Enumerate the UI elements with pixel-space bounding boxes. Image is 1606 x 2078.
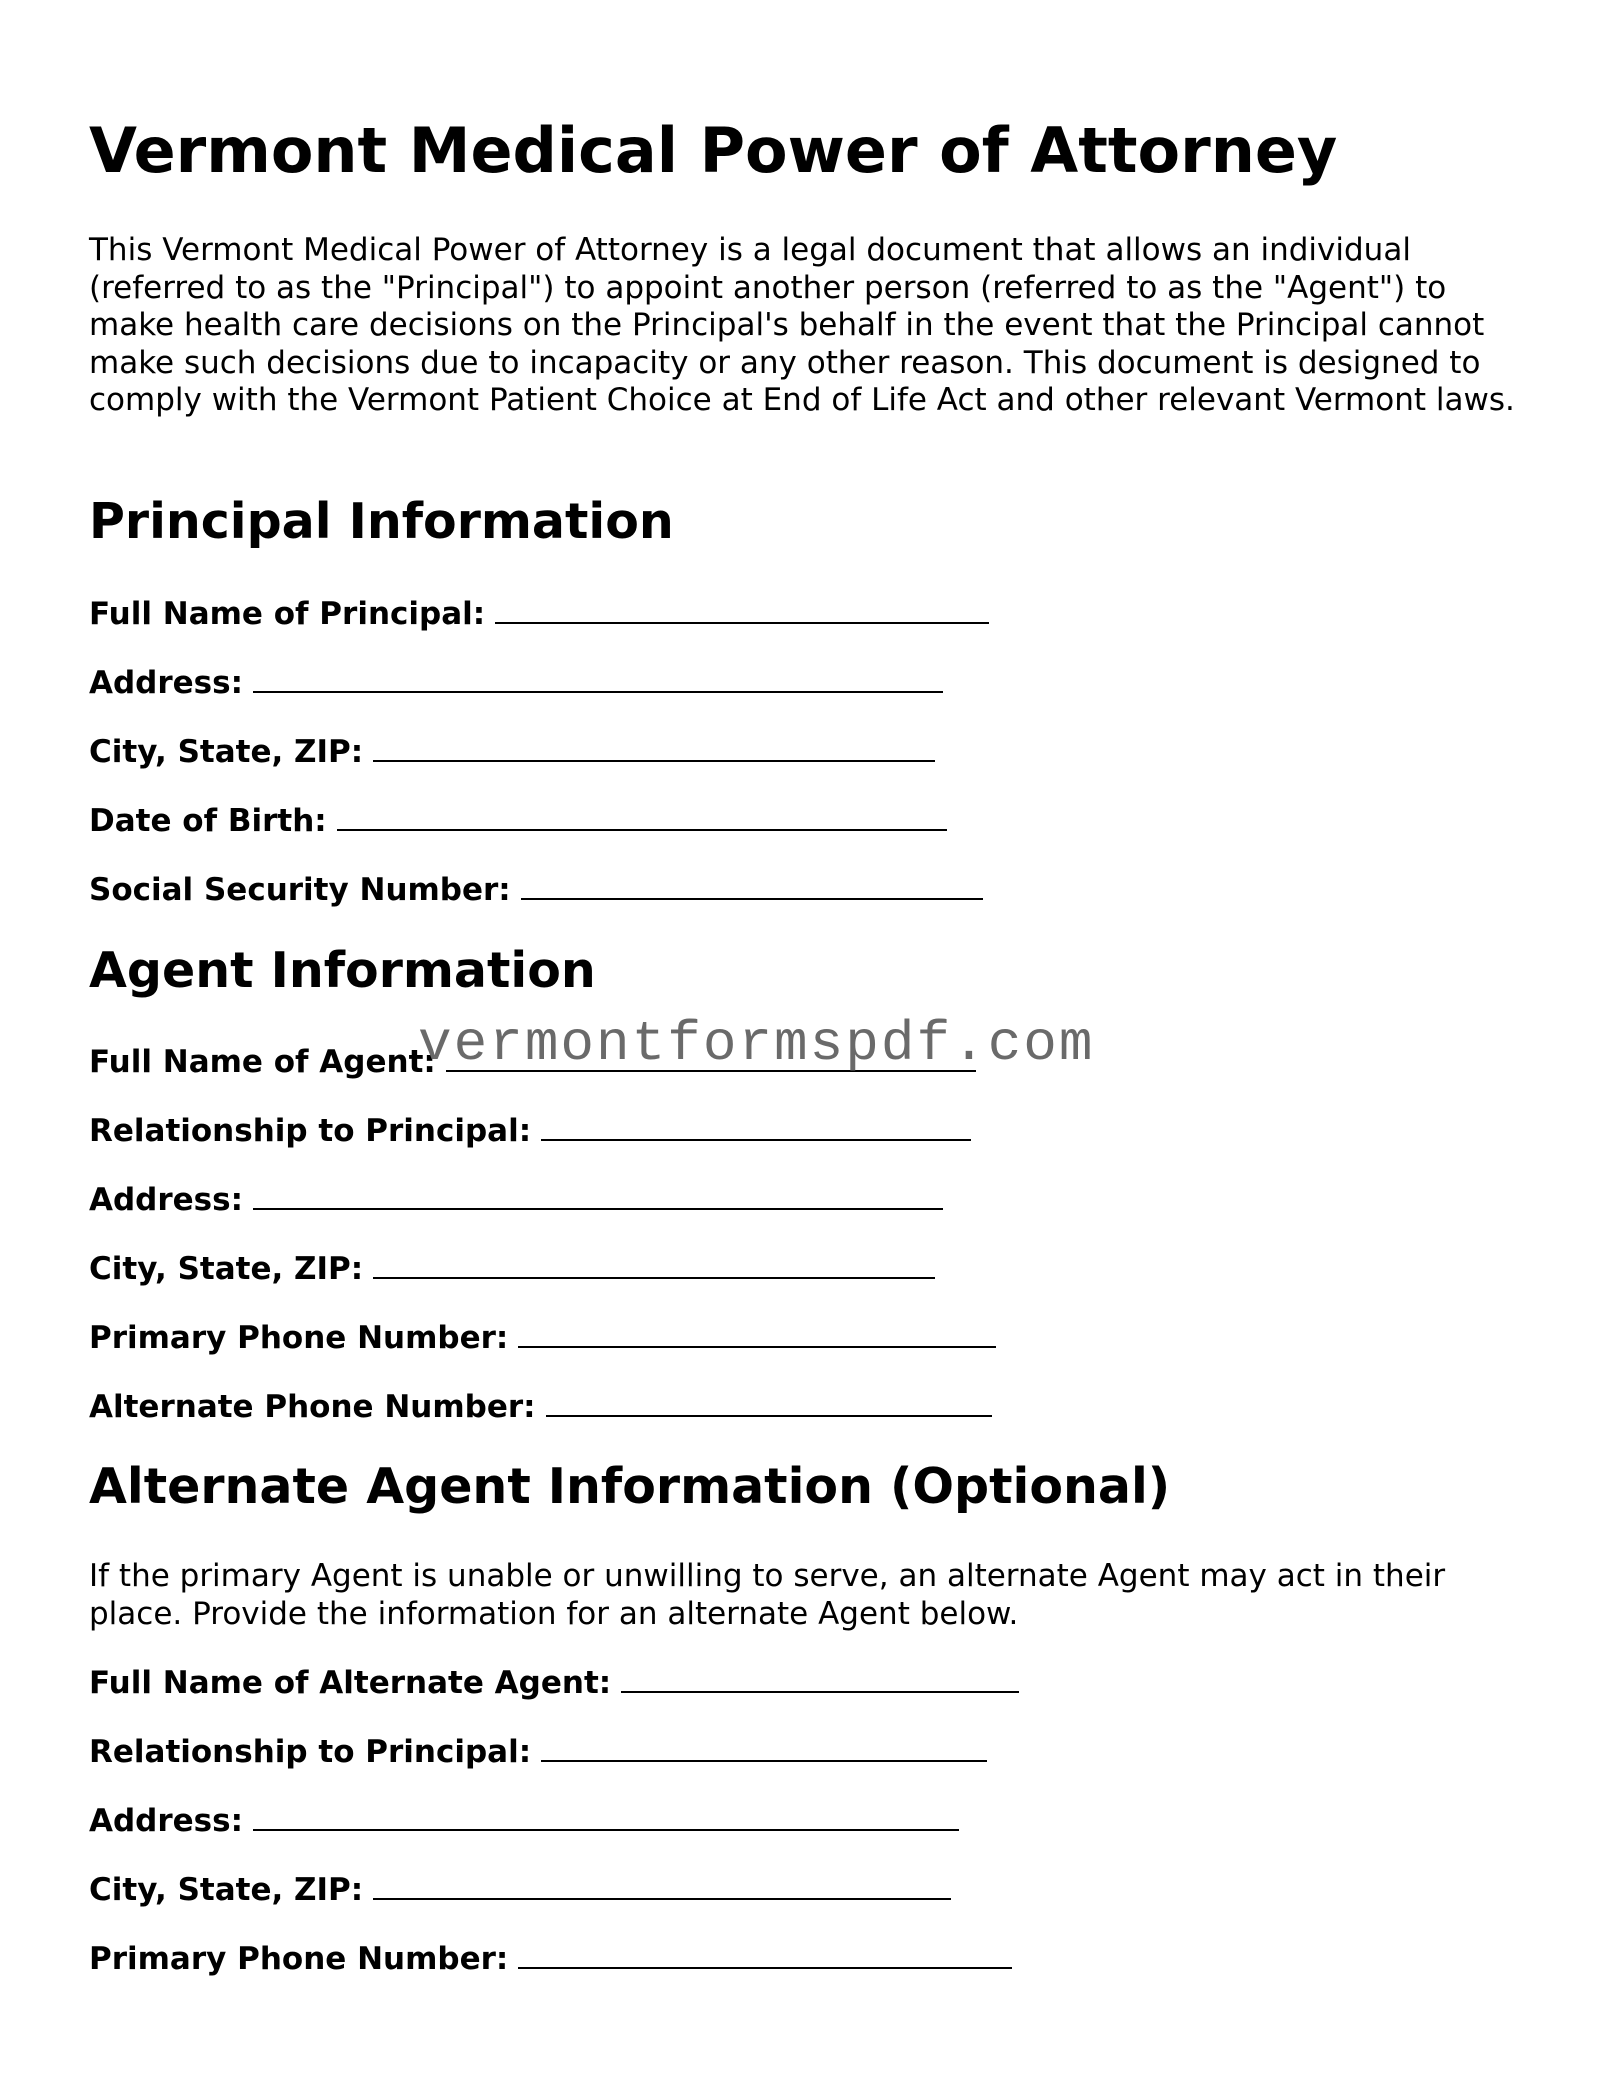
principal-address-line[interactable]	[253, 661, 943, 693]
alternate-agent-relationship-label: Relationship to Principal:	[89, 1734, 532, 1770]
agent-full-name-label: Full Name of Agent:	[89, 1044, 436, 1080]
principal-ssn-label: Social Security Number:	[89, 872, 511, 908]
alternate-agent-relationship-line[interactable]	[541, 1730, 987, 1762]
alternate-agent-address-field	[89, 1799, 959, 1841]
agent-address-field	[89, 1178, 943, 1220]
principal-dob-field	[89, 799, 947, 841]
alternate-agent-primary-phone-line[interactable]	[518, 1937, 1012, 1969]
alternate-agent-city-state-zip-label: City, State, ZIP:	[89, 1872, 364, 1908]
agent-city-state-zip-field	[89, 1247, 935, 1289]
watermark: vermontformspdf.com	[418, 1012, 1095, 1076]
alternate-agent-primary-phone-label: Primary Phone Number:	[89, 1941, 509, 1977]
principal-ssn-line[interactable]	[521, 868, 983, 900]
alternate-agent-address-line[interactable]	[253, 1799, 959, 1831]
principal-section-heading: Principal Information	[89, 493, 674, 550]
alternate-agent-primary-phone-field	[89, 1937, 1012, 1979]
principal-address-field	[89, 661, 943, 703]
alternate-agent-city-state-zip-line[interactable]	[373, 1868, 951, 1900]
document-title: Vermont Medical Power of Attorney	[89, 114, 1338, 187]
agent-relationship-label: Relationship to Principal:	[89, 1113, 532, 1149]
principal-full-name-field	[89, 592, 989, 634]
alternate-agent-description: If the primary Agent is unable or unwilling to serve, an alternate Agent may act in their place. Provide the information for an alternate Agent below.	[89, 1558, 1446, 1632]
alternate-agent-relationship-field	[89, 1730, 987, 1772]
agent-alternate-phone-line[interactable]	[546, 1385, 992, 1417]
agent-city-state-zip-line[interactable]	[373, 1247, 935, 1279]
alternate-agent-city-state-zip-field	[89, 1868, 951, 1910]
principal-ssn-field	[89, 868, 983, 910]
principal-dob-label: Date of Birth:	[89, 803, 327, 839]
agent-primary-phone-label: Primary Phone Number:	[89, 1320, 509, 1356]
alternate-agent-address-label: Address:	[89, 1803, 243, 1839]
agent-relationship-field	[89, 1109, 971, 1151]
agent-relationship-line[interactable]	[541, 1109, 971, 1141]
alternate-agent-full-name-label: Full Name of Alternate Agent:	[89, 1665, 612, 1701]
agent-city-state-zip-label: City, State, ZIP:	[89, 1251, 364, 1287]
principal-city-state-zip-label: City, State, ZIP:	[89, 734, 364, 770]
agent-section-heading: Agent Information	[89, 942, 596, 999]
agent-primary-phone-field	[89, 1316, 996, 1358]
principal-address-label: Address:	[89, 665, 243, 701]
principal-dob-line[interactable]	[337, 799, 947, 831]
principal-city-state-zip-line[interactable]	[373, 730, 935, 762]
principal-full-name-label: Full Name of Principal:	[89, 596, 486, 632]
alternate-agent-full-name-field	[89, 1661, 1019, 1703]
principal-city-state-zip-field	[89, 730, 935, 772]
agent-alternate-phone-label: Alternate Phone Number:	[89, 1389, 536, 1425]
alternate-agent-section-heading: Alternate Agent Information (Optional)	[89, 1458, 1171, 1515]
agent-address-line[interactable]	[253, 1178, 943, 1210]
agent-primary-phone-line[interactable]	[518, 1316, 996, 1348]
alternate-agent-full-name-line[interactable]	[621, 1661, 1019, 1693]
principal-full-name-line[interactable]	[495, 592, 989, 624]
agent-address-label: Address:	[89, 1182, 243, 1218]
intro-paragraph: This Vermont Medical Power of Attorney is a legal document that allows an individual (referred to as the "Principal") to appoint another person (referred to as the "Agent") to make health care decisions on the Principal's behalf in the event that the Principal cannot make such decisions due to incapacity or any other reason. This document is designed to comply with the Vermont Patient Choice at End of Life Act and other relevant Vermont laws.	[89, 232, 1515, 418]
agent-alternate-phone-field	[89, 1385, 992, 1427]
